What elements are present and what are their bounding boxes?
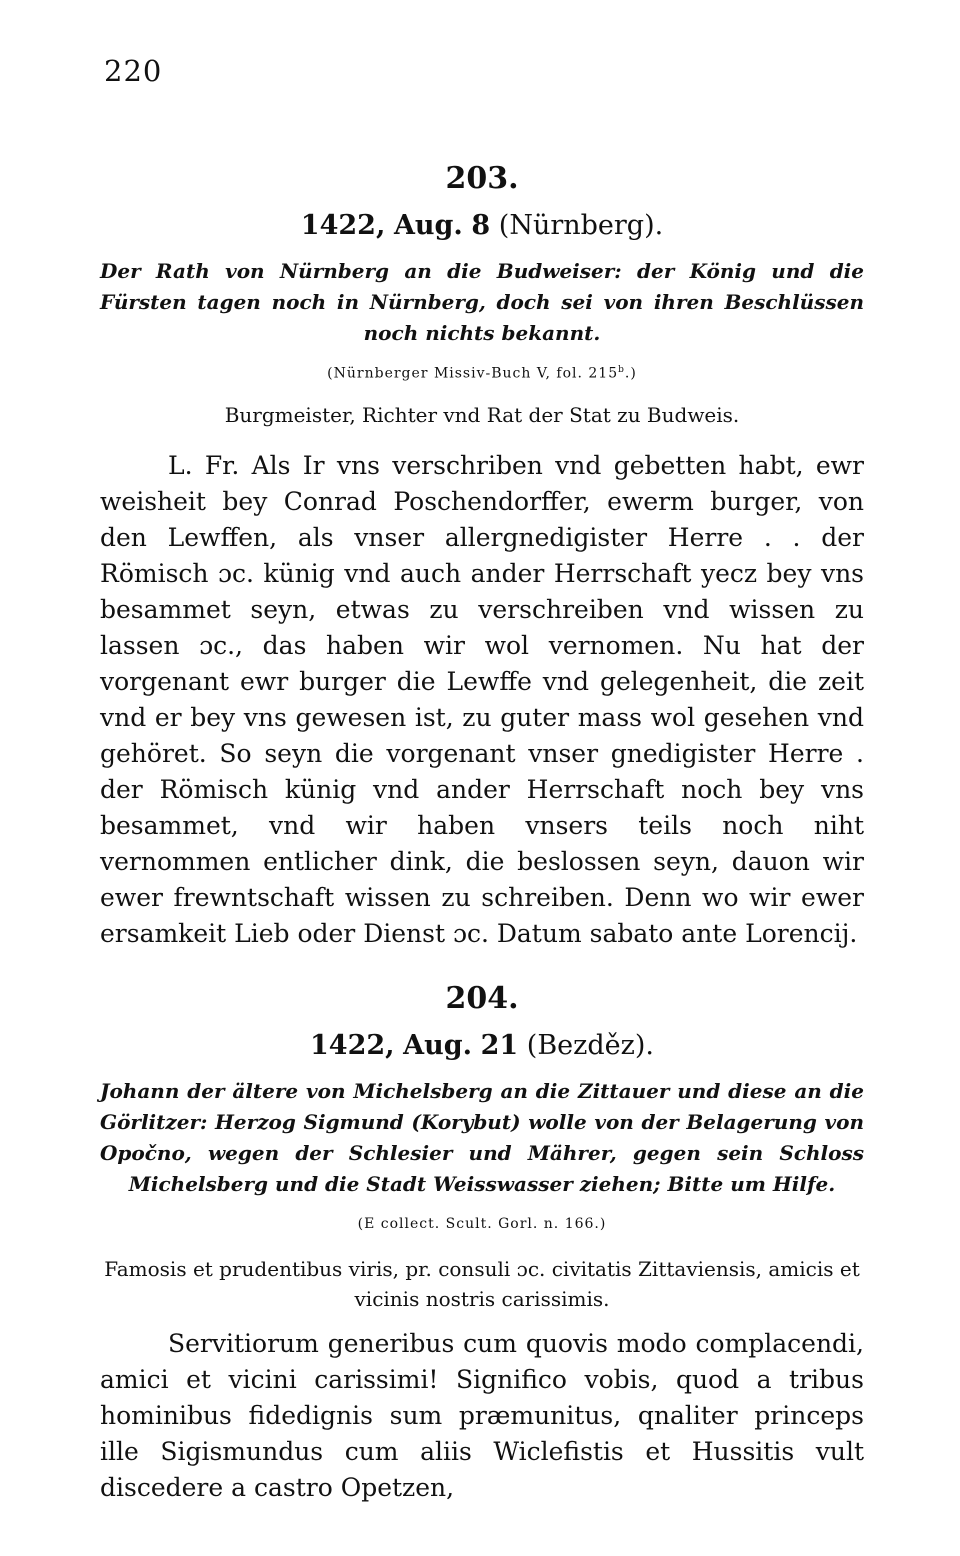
document-date <box>100 1026 864 1066</box>
document-204 <box>100 976 864 1506</box>
date-month: Aug. <box>403 1030 473 1061</box>
date-month: Aug. <box>393 210 463 241</box>
letter-address: Famosis et prudentibus viris, pr. consuli ɔc. civitatis Zittaviensis, amicis et vicinis nostris carissimis. <box>104 1257 860 1311</box>
date-day: 8 <box>471 210 491 241</box>
source-superscript: b <box>618 365 625 375</box>
date-year: 1422, <box>300 210 386 241</box>
document-number: 203. <box>445 161 519 196</box>
source-close: .) <box>624 365 637 382</box>
document-number: 204. <box>445 981 519 1016</box>
document-source <box>100 365 864 382</box>
date-day: 21 <box>480 1030 519 1061</box>
letter-paragraph: Servitiorum generibus cum quovis modo complacendi, amici et vicini carissimi! Significo vobis, quod a tribus hominibus fidedignis sum præmunitus, qnaliter princeps ille Sigismundus cum aliis Wiclefistis et Hussitis vult discedere a castro Opetzen, <box>100 1329 864 1502</box>
document-203 <box>100 156 864 952</box>
source-text: (Nürnberger Missiv-Buch V, fol. 215 <box>327 365 619 382</box>
date-place: (Nürnberg). <box>498 210 664 241</box>
letter-body <box>100 448 864 952</box>
page-number: 220 <box>104 54 163 88</box>
letter-paragraph: L. Fr. Als Ir vns verschriben vnd gebetten habt, ewr weisheit bey Conrad Poschendorffer, ewerm burger, von den Lewffen, als vnser allergnedigister Herre . . der Römisch ɔc. künig vnd auch ander Herrschaft yecz bey vns besammet seyn, etwas zu verschreiben vnd wissen zu lassen ɔc., das haben wir wol vernomen. Nu hat der vorgenant ewr burger die Lewffe vnd gelegenheit, die zeit vnd er bey vns gewesen ist, zu guter mass wol gesehen vnd gehöret. So seyn die vorgenant vnser gnedigister Herre . der Römisch künig vnd ander Herrschaft noch bey vns besammet, vnd wir haben vnsers teils noch niht vernommen entlicher dink, die beslossen seyn, dauon wir ewer frewntschaft wissen zu schreiben. Denn wo wir ewer ersamkeit Lieb oder Dienst ɔc. Datum sabato ante Lorencij. <box>100 450 864 948</box>
document-summary: Johann der ältere von Michelsberg an die Zittauer und diese an die Görlitzer: Herzog Sigmund (Korybut) wolle von der Belagerung von Opočno, wegen der Schlesier und Mährer, gegen sein Schloss Michelsberg und die Stadt Weisswasser ziehen; Bitte um Hilfe. <box>100 1079 864 1196</box>
date-place: (Bezděz). <box>526 1030 654 1061</box>
letter-address: Burgmeister, Richter vnd Rat der Stat zu Budweis. <box>224 402 740 427</box>
document-date <box>100 206 864 246</box>
document-source: (E collect. Scult. Gorl. n. 166.) <box>357 1216 607 1232</box>
date-year: 1422, <box>310 1030 395 1061</box>
document-summary: Der Rath von Nürnberg an die Budweiser: der König und die Fürsten tagen noch in Nürnberg, doch sei von ihren Beschlüssen noch nichts bekannt. <box>100 259 864 345</box>
letter-body <box>100 1326 864 1506</box>
